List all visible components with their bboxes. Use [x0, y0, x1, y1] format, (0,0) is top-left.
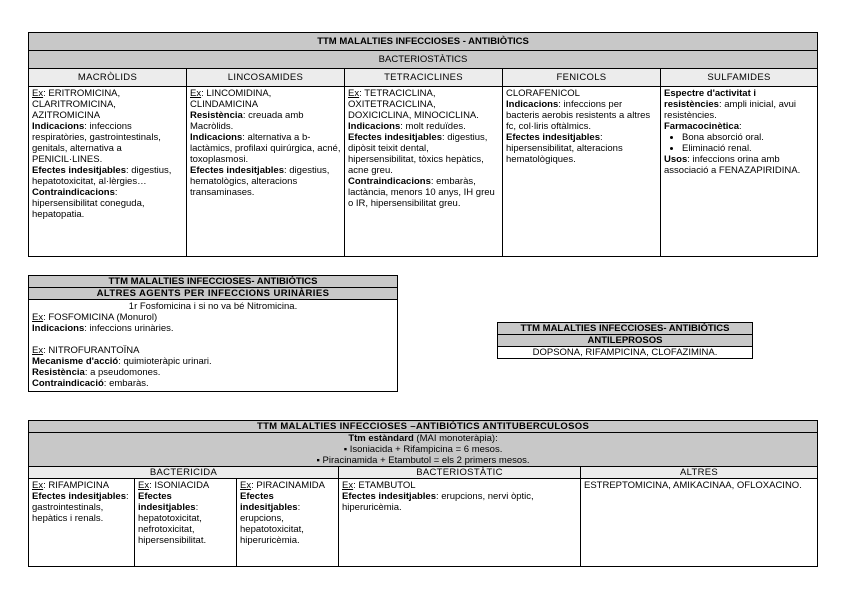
spectrum-text: : ampli inicial, avui resistències. — [664, 99, 797, 121]
table-subtitle: BACTERIOSTÀTICS — [29, 51, 818, 69]
ex-label: Ex — [32, 345, 44, 356]
ex-label: Ex — [32, 480, 44, 491]
list-item: ▪ Piracinamida + Etambutol = els 2 primers mesos. — [32, 455, 814, 466]
table-title: TTM MALALTIES INFECCIOSES- ANTIBIÒTICS — [29, 276, 398, 288]
side-effects-label: Efectes indesitjables — [138, 491, 196, 513]
ex-label: Ex — [342, 480, 354, 491]
tetraciclines-cell — [345, 87, 503, 257]
ex-label: Ex — [240, 480, 252, 491]
ex-label: Ex — [190, 88, 202, 99]
indications-text: : infeccions per bacteris aerobis resistents a altres fc, col·liris oftàlmics. — [506, 99, 651, 132]
side-effects-text: : digestius, hematològics, alteracions transaminases. — [190, 165, 330, 198]
contraindications-label: Contraindicacions — [348, 176, 431, 187]
rifampicina-cell — [29, 479, 135, 567]
pharmacokinetics-label: Farmacocinètica — [664, 121, 739, 132]
indications-text: : molt reduïdes. — [400, 121, 466, 132]
ex-text: : TETRACICLINA, OXITETRACICLINA, DOXICICLINA, MINOCICLINA. — [348, 88, 479, 121]
column-header-lincosamides: LINCOSAMIDES — [187, 69, 345, 87]
column-header-macrolids: MACRÒLIDS — [29, 69, 187, 87]
side-effects-label: Efectes indesitjables — [348, 132, 442, 143]
indications-label: Indicacions — [348, 121, 401, 132]
column-header-tetraciclines: TETRACICLINES — [345, 69, 503, 87]
lincosamides-cell — [187, 87, 345, 257]
altres-cell: ESTREPTOMICINA, AMIKACINAA, OFLOXACINO. — [581, 479, 818, 567]
indications-text: : infeccions respiratòries, gastrointestinals, genitals, alternativa a PENICIL·LINES. — [32, 121, 161, 165]
spectrum-label: Espectre d'activitat i resistències — [664, 88, 757, 110]
side-effects-text: : hepatotoxicitat, nefrotoxicitat, hipersensibilitat. — [138, 502, 207, 546]
isoniacida-cell — [135, 479, 237, 567]
side-effects-text: : erupcions, hepatotoxicitat, hiperuricèmia. — [240, 502, 304, 546]
list-item: ▪ Isoniacida + Rifampicina = 6 mesos. — [32, 444, 814, 455]
side-effects-text: : digestius, dipòsit teixit dental, hipersensibilitat, tòxics hepàtics, acne greu. — [348, 132, 488, 176]
antituberculosis-table — [28, 420, 818, 567]
contraindication-label: Contraindicació — [32, 378, 104, 389]
side-effects-text: : erupcions, nervi òptic, hiperuricèmia. — [342, 491, 534, 513]
resistance-label: Resistència — [190, 110, 243, 121]
table-title: TTM MALALTIES INFECCIOSES –ANTIBIÒTICS ANTITUBERCULOSOS — [29, 421, 818, 433]
mechanism-text: : quimioteràpic urinari. — [118, 356, 212, 367]
column-header-sulfamides: SULFAMIDES — [661, 69, 818, 87]
table-title: TTM MALALTIES INFECCIOSES - ANTIBIÒTICS — [29, 33, 818, 51]
antileprosy-table — [497, 322, 753, 359]
ex-text: : NITROFURANTOÏNA — [43, 345, 140, 356]
contraindications-text: : hipersensibilitat coneguda, hepatopatia. — [32, 187, 145, 220]
antileprosy-content: DOPSONA, RIFAMPICINA, CLOFAZIMINA. — [498, 347, 753, 359]
indications-label: Indicacions — [32, 323, 85, 334]
ex-text: CLORAFENICOL — [506, 88, 580, 99]
side-effects-label: Efectes indesitjables — [240, 491, 298, 513]
side-effects-text: : hipersensibilitat, alteracions hematològiques. — [506, 132, 623, 165]
ex-text: : ETAMBUTOL — [353, 480, 416, 491]
urinary-agents-cell — [29, 300, 398, 392]
uses-text: : infeccions orina amb associació a FENAZAPIRIDINA. — [664, 154, 801, 176]
table-subtitle: ALTRES AGENTS PER INFECCIONS URINÀRIES — [29, 288, 398, 300]
standard-treatment — [29, 433, 818, 467]
standard-text: (MAI monoteràpia): — [413, 433, 498, 444]
indications-label: Indicacions — [190, 132, 243, 143]
contraindications-text: : embaràs, lactància, menors 10 anys, IH greu o IR, hipersensibilitat greu. — [348, 176, 495, 209]
ex-text: : LINCOMIDINA, CLINDAMICINA — [190, 88, 272, 110]
sulfamides-cell — [661, 87, 818, 257]
table-subtitle: ANTILEPROSOS — [498, 335, 753, 347]
column-header-bactericida: BACTERICIDA — [29, 467, 339, 479]
indications-label: Indicacions — [32, 121, 85, 132]
side-effects-label: Efectes indesitjables — [190, 165, 284, 176]
contraindications-label: Contraindicacions — [32, 187, 115, 198]
ex-text: : RIFAMPICINA — [43, 480, 110, 491]
ex-label: Ex — [348, 88, 360, 99]
ex-text: : ERITROMICINA, CLARITROMICINA, AZITROMICINA — [32, 88, 121, 121]
column-header-bacteriostatic: BACTERIOSTÀTIC — [339, 467, 581, 479]
urinary-agents-table — [28, 275, 398, 392]
standard-list — [32, 444, 814, 466]
ex-label: Ex — [138, 480, 150, 491]
resistance-text: : creuada amb Macròlids. — [190, 110, 304, 132]
side-effects-text: : gastrointestinals, hepàtics i renals. — [32, 491, 129, 524]
side-effects-label: Efectes indesitjables — [32, 491, 126, 502]
ex-label: Ex — [32, 312, 44, 323]
list-item: • Eliminació renal. — [682, 143, 814, 154]
first-line-note: 1r Fosfomicina i si no va bé Nitromicina. — [128, 301, 298, 312]
ex-text: : PIRACINAMIDA — [251, 480, 325, 491]
contraindication-text: : embaràs. — [103, 378, 149, 389]
side-effects-label: Efectes indesitjables — [506, 132, 600, 143]
column-header-altres: ALTRES — [581, 467, 818, 479]
resistance-label: Resistència — [32, 367, 85, 378]
side-effects-text: : digestius, hepatotoxicitat, al·lèrgies… — [32, 165, 172, 187]
table-title: TTM MALALTIES INFECCIOSES- ANTIBIÒTICS — [498, 323, 753, 335]
standard-label: Ttm estàndard — [348, 433, 414, 444]
bacteriostatics-table — [28, 32, 818, 257]
mechanism-label: Mecanisme d'acció — [32, 356, 119, 367]
ex-text: : ISONIACIDA — [149, 480, 210, 491]
pharmacokinetics-list — [664, 132, 814, 154]
indications-text: : infeccions urinàries. — [84, 323, 174, 334]
indications-label: Indicacions — [506, 99, 559, 110]
side-effects-label: Efectes indesitjables — [342, 491, 436, 502]
list-item: • Bona absorció oral. — [682, 132, 814, 143]
ex-label: Ex — [32, 88, 44, 99]
ex-text: : FOSFOMICINA (Monurol) — [43, 312, 158, 323]
resistance-text: : a pseudomones. — [84, 367, 161, 378]
side-effects-label: Efectes indesitjables — [32, 165, 126, 176]
column-header-fenicols: FENICOLS — [503, 69, 661, 87]
fenicols-cell — [503, 87, 661, 257]
pharmacokinetics-colon: : — [738, 121, 742, 132]
uses-label: Usos — [664, 154, 688, 165]
indications-text: : alternativa a b-lactàmics, profilaxi quirúrgica, acné, toxoplasmosi. — [190, 132, 341, 165]
macrolids-cell — [29, 87, 187, 257]
piracinamida-cell — [237, 479, 339, 567]
etambutol-cell — [339, 479, 581, 567]
